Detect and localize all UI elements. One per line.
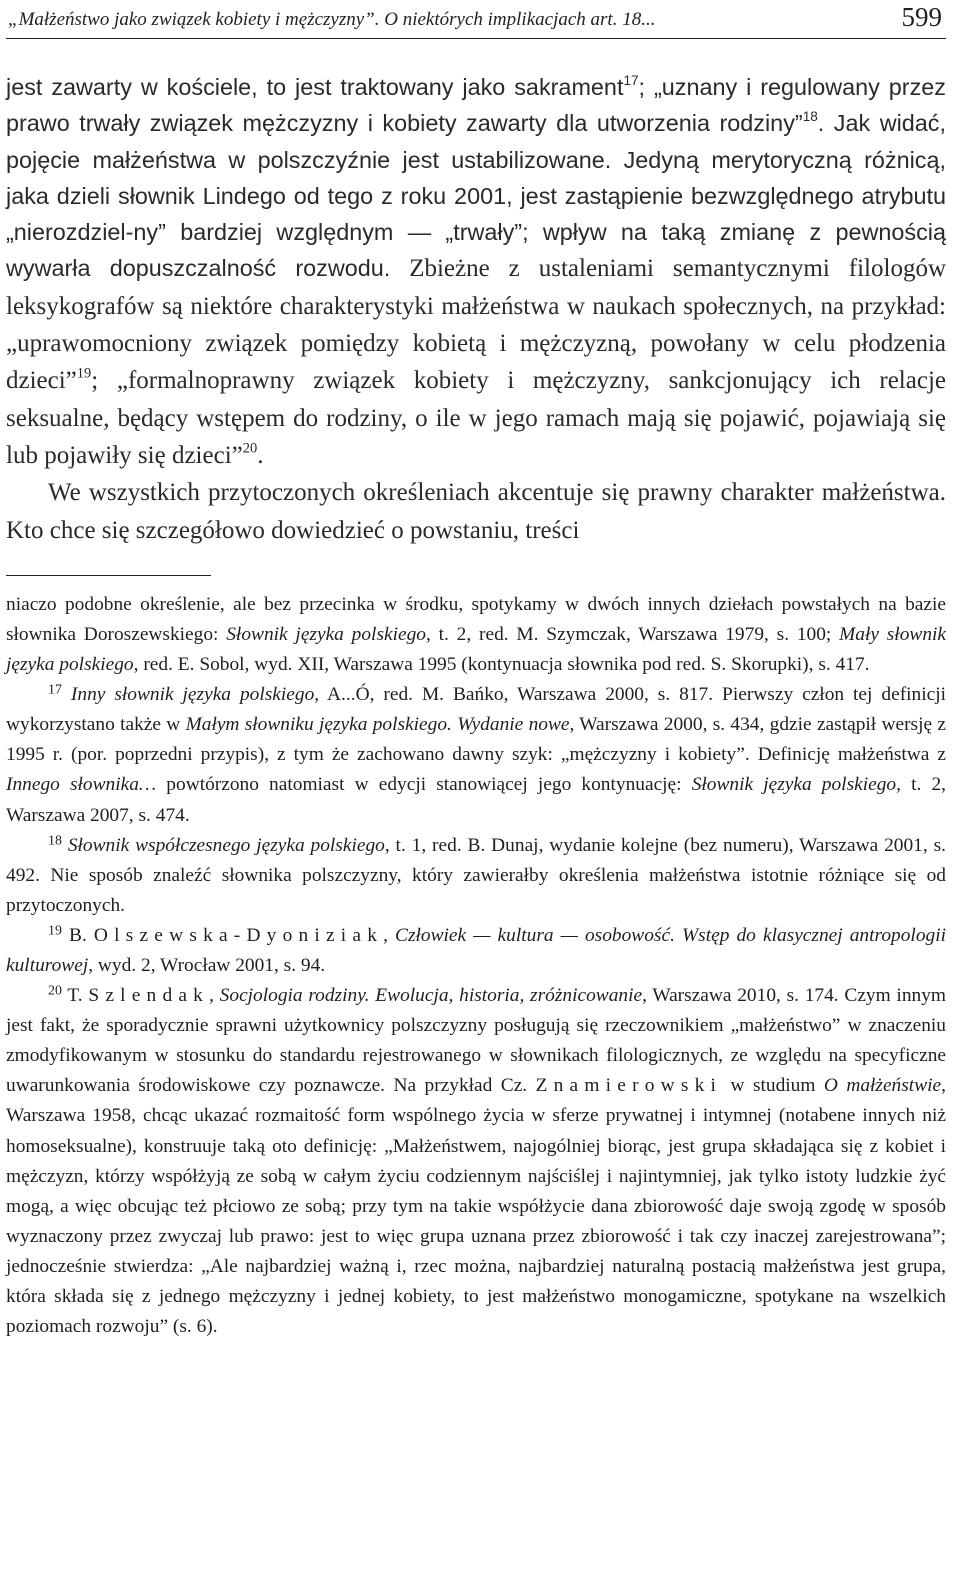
body-text: ; „uznany i regulowany przez prawo trwały związek mężczyzny i kobiety zawarty dla utworzenia rodziny”	[6, 74, 946, 137]
author-name: Olszewska-Dyoniziak	[93, 924, 384, 946]
footnote-text: , t. 1, red. B. Dunaj, wydanie kolejne (bez numeru), Warszawa 2001, s. 492. Nie sposób znaleźć słownika polszczyzny, który zawierałby określenia małżeństwa istotnie różniące się od przytoczonych.	[6, 834, 946, 916]
footnote-italic: Słownik języka polskiego	[691, 774, 897, 796]
footnote-number: 17	[48, 682, 62, 698]
footnote-italic: Słownik języka polskiego	[226, 623, 426, 645]
footnote-italic: Małym słowniku języka polskiego. Wydanie nowe	[185, 714, 570, 736]
body-text: . Jak widać, pojęcie małżeństwa w polszczyźnie jest ustabilizowane. Jedyną merytoryczną różnicą, jaka dzieli słownik Lindego od tego z roku 2001, jest zastąpienie bezwzględnego atrybutu „nierozdziel-ny” bardziej względnym — „trwały”; wpływ na taką zmianę z pewnością wywarła dopuszczalność rozwodu.	[6, 110, 947, 282]
footnote-ref-18: 18	[802, 109, 818, 125]
footnote-italic: O małżeństwie	[823, 1075, 942, 1097]
body-paragraph-1	[6, 69, 946, 474]
footnote-text: ,	[383, 924, 396, 946]
main-text	[6, 69, 946, 549]
footnote-continuation	[6, 590, 946, 680]
footnote-17	[6, 680, 946, 830]
footnote-number: 19	[48, 923, 62, 939]
footnote-text: , Warszawa 1958, chcąc ukazać rozmaitość form wspólnego życia w sferze prywatnej i intymnej (notabene innych niż homoseksualne), konstruuje taką oto definicję: „Małżeństwem, najogólniej biorąc, jest grupa składająca się z kobiet i mężczyzn, którzy współżyją ze sobą w całym życiu codziennym najściślej i najintymniej, jak tylko istoty ludzkie żyć mogą, a więc obcując też płciowo ze sobą; przy tym na takie współżycie dana zbiorowość daje swoją zgodę w sposób wyznaczony przez zwyczaj lub prawo: jest to więc grupa uznana przez zbiorowość i tak czy inaczej zarejestrowana”; jednocześnie stwierdza: „Ale najbardziej ważną i, rzec można, najbardziej naturalną postacią małżeństwa jest grupa, która składa się z jednego mężczyzny i jednej kobiety, to jest małżeństwo monogamiczne, spotykane na wszelkich poziomach rozwoju” (s. 6).	[6, 1075, 946, 1338]
footnote-text: , A...Ó, red. M. Bańko, Warszawa 2000, s. 817. Pierwszy człon tej definicji wykorzystano także w	[6, 684, 946, 736]
body-text: ; „formalnoprawny związek kobiety i mężczyzny, sankcjonujący ich relacje seksualne, będący wstępem do rodziny, o ile w jego ramach mają się pojawić, pojawiają się lub pojawiły się dzieci”	[6, 367, 946, 469]
footnote-text: , t. 2, red. M. Szymczak, Warszawa 1979, s. 100;	[426, 623, 840, 645]
footnote-ref-19: 19	[76, 365, 92, 382]
body-text-serif	[6, 255, 946, 468]
footnote-italic: Socjologia rodziny. Ewolucja, historia, zróżnicowanie	[219, 985, 643, 1007]
footnote-text: , t. 2, Warszawa 2007, s. 474.	[6, 774, 947, 826]
footnote-text: , wyd. 2, Wrocław 2001, s. 94.	[88, 954, 326, 976]
footnote-text: niaczo podobne określenie, ale bez przecinka w środku, spotykamy w dwóch innych dziełach powstałych na bazie słownika Doroszewskiego:	[6, 593, 946, 645]
footnote-italic: Innego słownika…	[6, 774, 157, 796]
body-text: .	[257, 441, 264, 469]
footnote-text: ,	[209, 985, 220, 1007]
footnote-number: 18	[48, 833, 62, 849]
body-paragraph-2	[6, 474, 946, 549]
footnote-text: , red. E. Sobol, wyd. XII, Warszawa 1995 (kontynuacja słownika pod red. S. Skorupki), s. 417.	[133, 654, 870, 676]
footnote-text: w studium	[722, 1075, 824, 1097]
footnote-italic: Człowiek — kultura — osobowość. Wstęp do klasycznej antropologii kulturowej	[6, 924, 946, 976]
footnote-20	[6, 981, 946, 1342]
footnote-italic: Inny słownik języka polskiego	[70, 684, 315, 706]
footnotes	[6, 590, 946, 1342]
footnote-text: T.	[67, 985, 89, 1007]
footnote-italic: Mały słownik języka polskiego	[6, 623, 947, 676]
body-text: Kto chce się szczegółowo dowiedzieć o powstaniu, treści	[6, 516, 580, 544]
footnote-ref-20: 20	[242, 440, 258, 457]
body-text: jest zawarty w kościele, to jest traktowany jako sakrament	[6, 74, 624, 100]
page-number: 599	[901, 2, 942, 32]
body-text: Zbieżne z ustaleniami semantycznymi filologów leksykografów są niektóre charakterystyki małżeństwa w naukach społecznych, na przykład: „uprawomocniony związek pomiędzy kobietą i mężczyzną, powołany w celu płodzenia dzieci”	[6, 255, 946, 395]
author-name: Szlendak	[88, 985, 210, 1007]
body-text: We wszystkich przytoczonych określeniach akcentuje się prawny charakter małżeństwa.	[48, 479, 946, 507]
footnote-text: B.	[69, 924, 94, 946]
running-title: „Małżeństwo jako związek kobiety i mężczyzny”. O niektórych implikacjach art. 18...	[8, 9, 656, 30]
footnote-number: 20	[48, 983, 62, 999]
footnote-ref-17: 17	[623, 73, 639, 89]
footnote-italic: Słownik współczesnego języka polskiego	[67, 834, 385, 856]
footnote-19	[6, 921, 946, 981]
author-name: Znamierowski	[535, 1075, 723, 1097]
footnote-text: powtórzono natomiast w edycji stanowiącej jego kontynuację:	[156, 774, 692, 796]
footnote-text: , Warszawa 2010, s. 174. Czym innym jest fakt, że sporadycznie sprawni użytkownicy polszczyzny posługują się rzeczownikiem „małżeństwo” w znaczeniu zmodyfikowanym w stosunku do standardu rejestrowanego w słownikach filologicznych, ze względu na specyficzne uwarunkowania środowiskowe czy poznawcze. Na przykład Cz.	[6, 985, 946, 1097]
footnote-text: , Warszawa 2000, s. 434, gdzie zastąpił wersję z 1995 r. (por. poprzedni przypis), z tym że zachowano dawny szyk: „mężczyzny i kobiety”. Definicję małżeństwa z	[6, 714, 946, 766]
running-header	[6, 2, 946, 39]
footnote-separator	[6, 575, 211, 576]
footnote-18	[6, 831, 946, 921]
